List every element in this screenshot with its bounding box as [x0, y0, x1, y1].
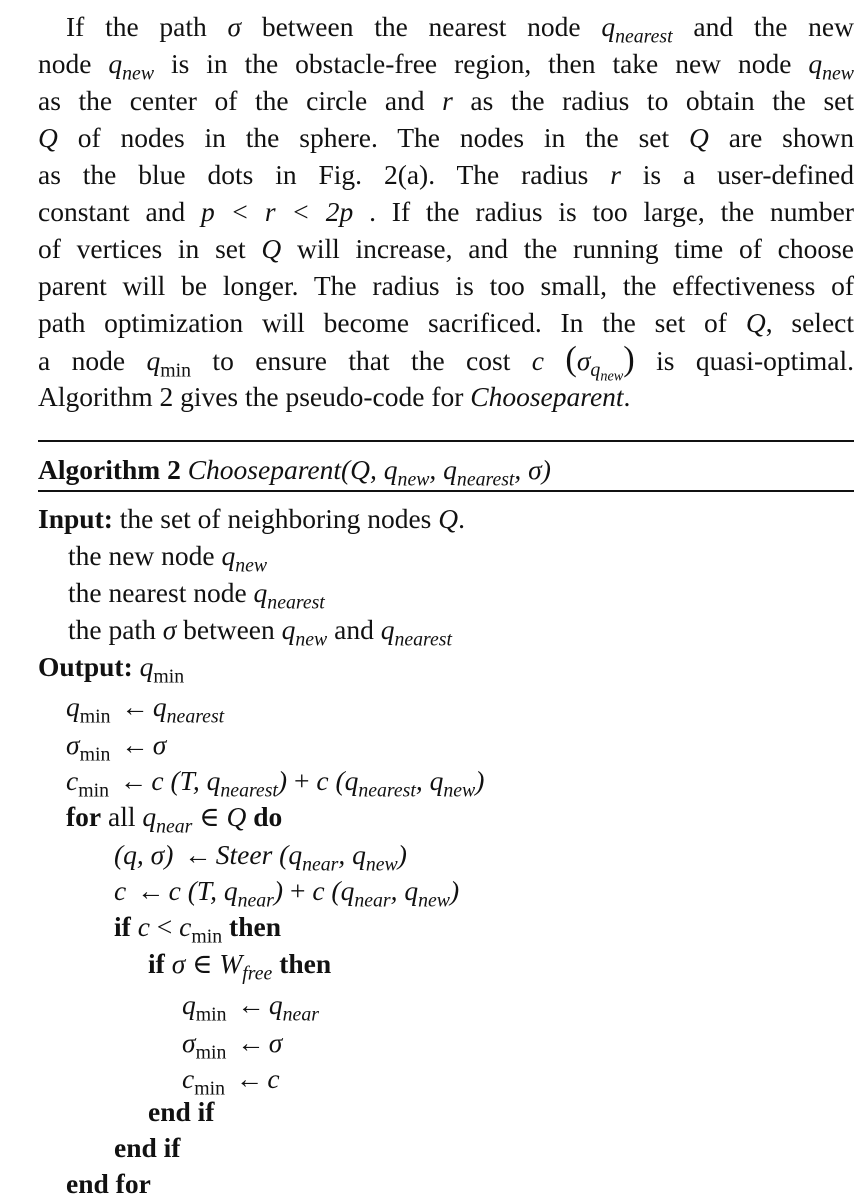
alg-line-end-for: end for — [66, 1168, 151, 1199]
alg-line-sigmamin-assign: $\sigma_{min}$ ← σ — [182, 1027, 283, 1064]
alg-line-for: for all $q_{near}$ ∈ Q do — [66, 801, 283, 838]
alg-output-line: Output: $q_{min}$ — [38, 651, 185, 688]
algorithm-title-rule — [38, 490, 854, 492]
alg-line-end-if-outer: end if — [114, 1132, 181, 1163]
para-line-7: of vertices in set Q will increase, and the running time of choose — [38, 233, 854, 264]
para-line-11: Algorithm 2 gives the pseudo-code for Chooseparent. — [38, 381, 631, 412]
alg-input-new: the new node $q_{new}$ — [68, 540, 268, 577]
para-line-4: Q of nodes in the sphere. The nodes in the set Q are shown — [38, 122, 854, 153]
para-line-9: path optimization will become sacrificed. In the set of Q, select — [38, 307, 854, 338]
para-line-10: a node $q_{min}$ to ensure that the cost c $(\sigma_{q_{new}})$ is quasi-optimal. — [38, 340, 854, 385]
alg-line-if-cost: if $c < c_{min}$ then — [114, 911, 281, 948]
alg-line-cmin-assign: $c_{min}$ ← c — [182, 1063, 280, 1100]
alg-line-if-free: if σ ∈ $W_{free}$ then — [148, 948, 332, 985]
algorithm-title: Algorithm 2 Chooseparent(Q, $q_{new}$, $q_{nearest}$, σ) — [38, 454, 551, 491]
alg-line-end-if-inner: end if — [148, 1096, 215, 1127]
alg-input-path: the path σ between $q_{new}$ and $q_{nearest}$ — [68, 614, 452, 651]
alg-line-steer: (q, σ) ← Steer ($q_{near}$, $q_{new}$) — [114, 839, 407, 876]
para-line-2: node $q_{new}$ is in the obstacle-free region, then take new node $q_{new}$ — [38, 48, 854, 85]
para-line-3: as the center of the circle and r as the radius to obtain the set — [38, 85, 854, 116]
alg-input-line: Input: the set of neighboring nodes Q. — [38, 503, 466, 534]
para-line-8: parent will be longer. The radius is too small, the effectiveness of — [38, 270, 854, 301]
para-line-6: constant and p < r < 2p . If the radius is too large, the number — [38, 196, 854, 227]
alg-line-sigmamin-init: $\sigma_{min}$ ← σ — [66, 729, 167, 766]
alg-line-qmin-assign: $q_{min}$ ← $q_{near}$ — [182, 989, 319, 1026]
alg-line-cmin-init: $c_{min}$ ← c (T, $q_{nearest}) + c$ ($q_{nearest}$, $q_{new}$) — [66, 765, 485, 802]
body-paragraph — [38, 8, 854, 415]
alg-input-nearest: the nearest node $q_{nearest}$ — [68, 577, 325, 614]
para-line-1: If the path σ between the nearest node $q_{nearest}$ and the new — [66, 11, 854, 48]
algorithm-top-rule — [38, 440, 854, 442]
para-line-5: as the blue dots in Fig. 2(a). The radius r is a user-defined — [38, 159, 854, 190]
alg-line-qmin-init: $q_{min}$ ← $q_{nearest}$ — [66, 691, 225, 728]
alg-line-cost: c ← c (T, $q_{near}) + c$ ($q_{near}$, $q_{new}$) — [114, 875, 460, 912]
